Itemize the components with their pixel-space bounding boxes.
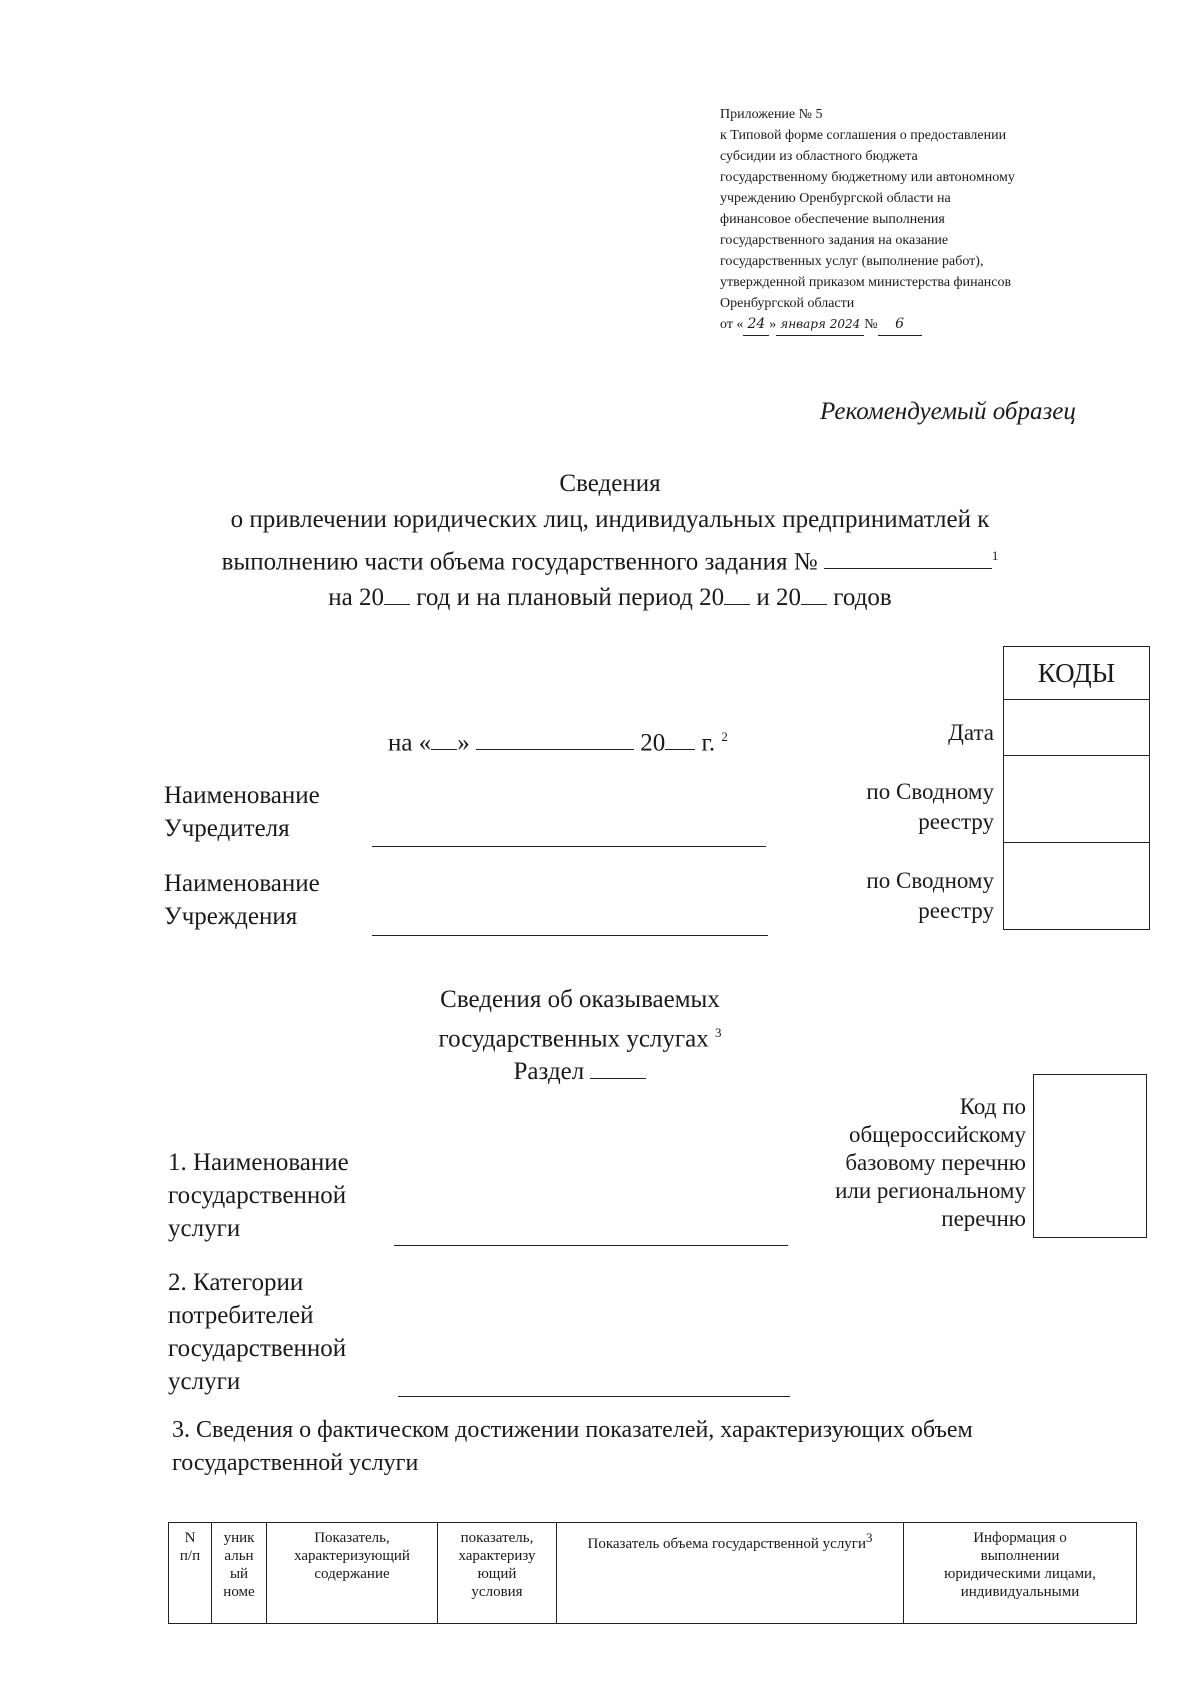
header-text: Показатель объема государственной услуги: [587, 1536, 866, 1552]
day-blank: [431, 749, 457, 750]
institution-name-field[interactable]: [372, 935, 768, 936]
item3-label-line: государственной услуги: [172, 1450, 419, 1476]
founder-registry-code-cell: [1004, 756, 1150, 843]
appendix-line: финансовое обеспечение выполнения: [720, 212, 945, 227]
header-line: N: [184, 1530, 196, 1546]
list-code-label-line: Код по: [959, 1094, 1026, 1119]
founder-label-line: Учредителя: [164, 815, 290, 842]
item2-label-line: 2. Категории: [168, 1269, 304, 1296]
appendix-line: Приложение № 5: [720, 107, 823, 122]
year-blank: [801, 604, 827, 605]
month-blank: [476, 749, 634, 750]
title-line-3-text: выполнению части объема государственного задания №: [221, 548, 818, 576]
header-line: Информация о: [973, 1530, 1067, 1546]
services-heading-line: [410, 1016, 750, 1055]
section-number-blank: [590, 1078, 646, 1079]
founder-label-line: Наименование: [164, 782, 320, 809]
header-line: Показатель,: [314, 1530, 390, 1546]
header-line: показатель,: [460, 1530, 534, 1546]
footnote-3: 3: [865, 1530, 873, 1545]
appendix-number: 6: [878, 314, 922, 336]
title-period-text: год и на плановый период 20: [416, 584, 725, 612]
item2-label-line: услуги: [168, 1368, 241, 1395]
footnote-3: 3: [715, 1025, 722, 1040]
services-heading-text: государственных услугах: [438, 1025, 709, 1053]
appendix-from-prefix: от «: [720, 317, 744, 332]
header-volume-indicator: [557, 1523, 904, 1624]
header-line: номе: [223, 1584, 255, 1600]
registry-label-line: по Сводному: [866, 868, 994, 893]
appendix-line: государственному бюджетному или автономному: [720, 170, 1015, 185]
header-line: ющий: [477, 1566, 517, 1582]
date-prefix: на «: [388, 729, 432, 757]
title-and-text: и 20: [756, 584, 802, 612]
registry-label-line: реестру: [918, 809, 994, 834]
header-line: характеризующий: [294, 1548, 410, 1564]
registry-label-line: по Сводному: [866, 779, 994, 804]
title-line-3: [150, 538, 1070, 580]
list-code-box[interactable]: [1033, 1074, 1147, 1238]
appendix-block: [720, 104, 1140, 336]
item3-label: [172, 1414, 973, 1480]
list-code-label-line: перечню: [941, 1206, 1026, 1231]
consumer-categories-field[interactable]: [398, 1396, 790, 1397]
services-heading: [410, 983, 750, 1088]
section-line: [410, 1055, 750, 1088]
appendix-month-year: января 2024: [776, 314, 864, 336]
item2-label-line: потребителей: [168, 1302, 314, 1329]
item2-label: [168, 1266, 346, 1398]
list-code-label-line: общероссийскому: [848, 1122, 1026, 1147]
date-suffix: г.: [701, 729, 716, 757]
year-blank: [384, 604, 410, 605]
footnote-1: 1: [991, 548, 999, 563]
date-mid: »: [457, 729, 470, 757]
appendix-day: 24: [743, 314, 769, 336]
report-date-line: [388, 720, 728, 759]
institution-label-line: Наименование: [164, 870, 320, 897]
registry-label-line: реестру: [918, 898, 994, 923]
title-line-4: [150, 580, 1070, 616]
title-years-text: годов: [833, 584, 892, 612]
institution-label-line: Учреждения: [164, 903, 298, 930]
header-line: уник: [223, 1530, 255, 1546]
item1-label-line: государственной: [168, 1182, 347, 1209]
services-heading-line: Сведения об оказываемых: [440, 986, 720, 1013]
header-unique-number: [212, 1523, 267, 1624]
header-number: [169, 1523, 212, 1624]
header-line: содержание: [314, 1566, 390, 1582]
year-blank: [665, 749, 695, 750]
codes-table: [1003, 646, 1150, 930]
service-name-field[interactable]: [394, 1245, 788, 1246]
founder-name-field[interactable]: [372, 846, 766, 847]
founder-registry-label: [820, 777, 994, 837]
list-code-label-line: или региональному: [835, 1178, 1026, 1203]
appendix-line: утвержденной приказом министерства финансов: [720, 275, 1012, 290]
item1-label: [168, 1146, 349, 1245]
date-year: 20: [640, 729, 666, 757]
task-number-blank: [824, 568, 992, 569]
institution-registry-code-cell: [1004, 843, 1150, 930]
appendix-line: Оренбургской области: [720, 296, 855, 311]
header-line: юридическими лицами,: [944, 1566, 1096, 1582]
header-line: альн: [224, 1548, 254, 1564]
header-line: выполнении: [980, 1548, 1060, 1564]
title-year-prefix: на 20: [328, 584, 384, 612]
header-execution-info: [904, 1523, 1137, 1624]
date-code-cell: [1004, 700, 1150, 756]
appendix-number-prefix: №: [864, 317, 878, 332]
codes-header: КОДЫ: [1004, 647, 1150, 700]
appendix-line: государственного задания на оказание: [720, 233, 949, 248]
appendix-line: к Типовой форме соглашения о предоставлении: [720, 128, 1007, 143]
list-code-label-line: базовому перечню: [845, 1150, 1026, 1175]
header-line: ый: [229, 1566, 249, 1582]
appendix-line: государственных услуг (выполнение работ),: [720, 254, 984, 269]
header-line: условия: [471, 1584, 523, 1600]
item1-label-line: услуги: [168, 1215, 241, 1242]
section-label: Раздел: [513, 1058, 585, 1086]
appendix-date-line: [720, 314, 1140, 336]
item1-label-line: 1. Наименование: [168, 1149, 349, 1176]
title-line-2: о привлечении юридических лиц, индивидуальных предприниматлей к: [230, 506, 990, 533]
appendix-mid: »: [769, 317, 777, 332]
table-header-row: [169, 1523, 1137, 1624]
item2-label-line: государственной: [168, 1335, 347, 1362]
header-line: характеризу: [458, 1548, 536, 1564]
year-blank: [724, 604, 750, 605]
institution-registry-label: [820, 866, 994, 926]
volume-indicators-table: [168, 1522, 1137, 1624]
header-content-indicator: [267, 1523, 438, 1624]
document-title: [150, 466, 1070, 616]
appendix-line: субсидии из областного бюджета: [720, 149, 918, 164]
appendix-line: учреждению Оренбургской области на: [720, 191, 951, 206]
header-conditions-indicator: [438, 1523, 557, 1624]
header-line: индивидуальными: [960, 1584, 1080, 1600]
list-code-label: [780, 1093, 1026, 1233]
footnote-2: 2: [721, 729, 728, 744]
item3-label-line: 3. Сведения о фактическом достижении показателей, характеризующих объем: [172, 1417, 973, 1443]
header-line: п/п: [179, 1548, 201, 1564]
founder-label: [164, 779, 320, 845]
institution-label: [164, 867, 320, 933]
recommended-sample-label: Рекомендуемый образец: [820, 398, 1076, 425]
title-line-1: Сведения: [559, 470, 661, 497]
date-label: Дата: [948, 720, 994, 745]
